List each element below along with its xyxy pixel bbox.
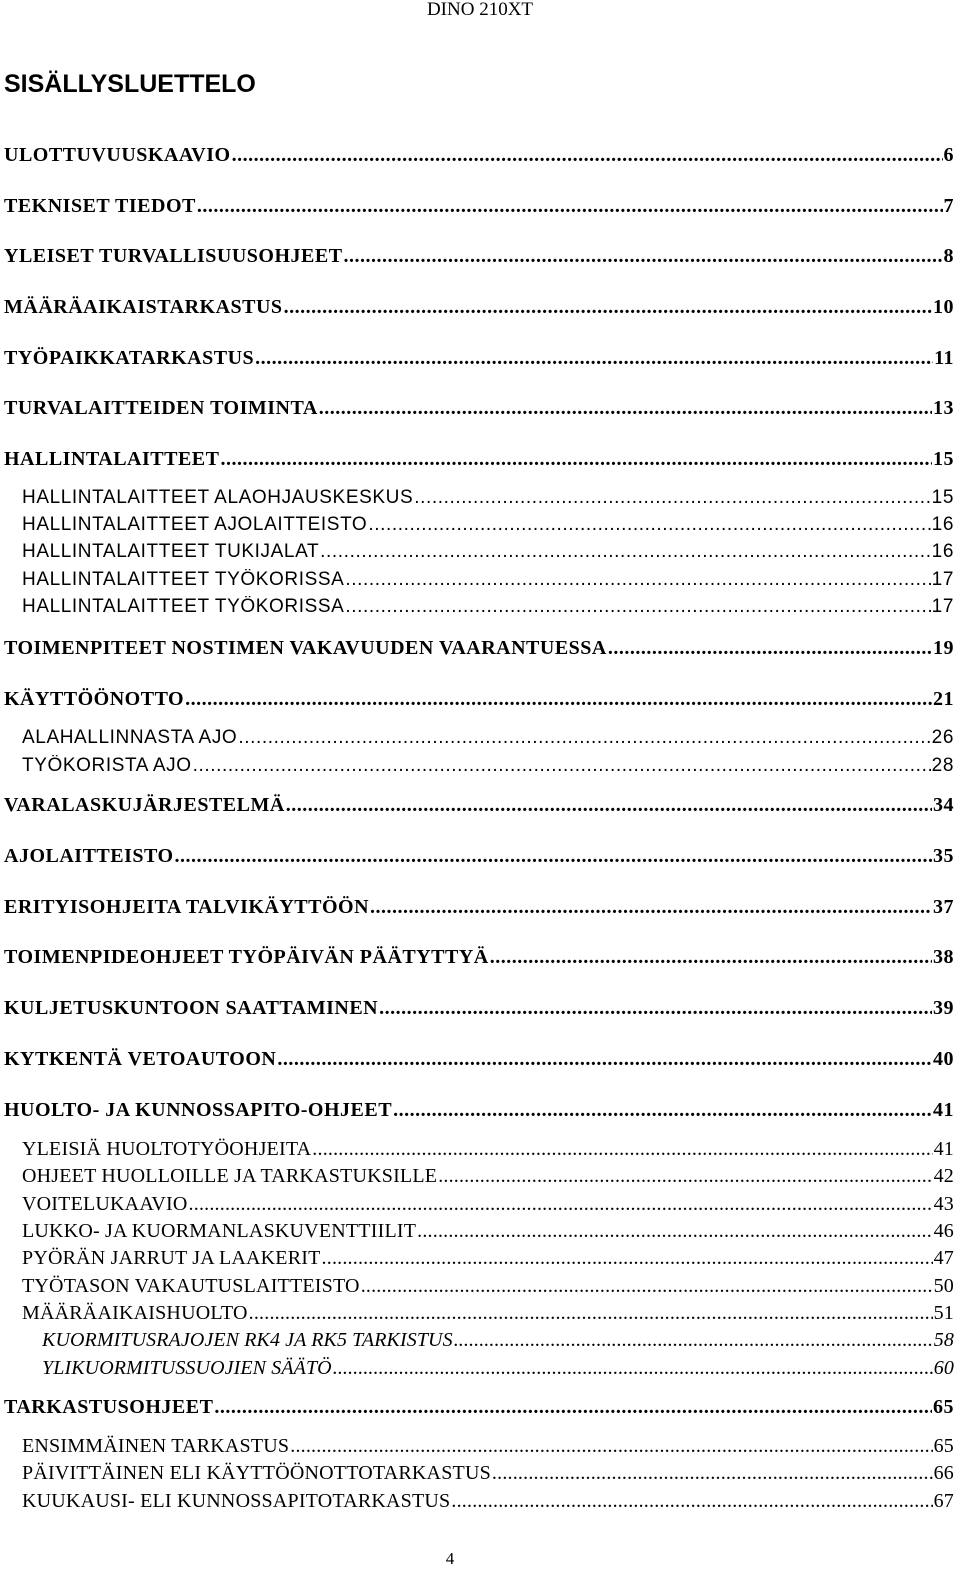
dot-leader <box>379 997 932 1019</box>
dot-leader <box>185 688 932 710</box>
toc-entry-page: 7 <box>943 195 954 217</box>
dot-leader <box>255 347 933 369</box>
dot-leader <box>333 1357 933 1379</box>
dot-leader <box>319 397 932 419</box>
toc-entry-page: 17 <box>931 569 954 590</box>
dot-leader <box>451 1490 932 1512</box>
dot-leader <box>344 245 943 267</box>
toc-entry-title: VARALASKUJÄRJESTELMÄ <box>4 794 285 816</box>
toc-subsubentry[interactable] <box>42 1357 954 1379</box>
toc-entry-title: HALLINTALAITTEET <box>4 448 220 470</box>
toc-subentry[interactable] <box>22 1435 954 1457</box>
toc-entry-page: 35 <box>933 845 954 867</box>
toc-entry-title: TARKASTUSOHJEET <box>4 1396 214 1418</box>
toc-subentry[interactable] <box>22 569 954 591</box>
dot-leader <box>345 569 930 591</box>
toc-entry[interactable] <box>4 448 954 470</box>
dot-leader <box>417 1220 932 1242</box>
toc-entry[interactable] <box>4 245 954 267</box>
toc-entry-title: HALLINTALAITTEET TUKIJALAT <box>22 541 320 562</box>
toc-entry-page: 34 <box>933 794 954 816</box>
toc-entry-page: 28 <box>931 755 954 776</box>
dot-leader <box>286 794 932 816</box>
dot-leader <box>175 845 932 867</box>
dot-leader <box>320 541 930 563</box>
dot-leader <box>361 1275 933 1297</box>
toc-entry-title: HALLINTALAITTEET TYÖKORISSA <box>22 596 345 617</box>
dot-leader <box>345 596 930 618</box>
toc-entry-title: YLEISET TURVALLISUUSOHJEET <box>4 245 343 267</box>
toc-entry-title: HALLINTALAITTEET ALAOHJAUSKESKUS <box>22 487 414 508</box>
toc-entry-page: 39 <box>933 997 954 1019</box>
toc-entry-page: 65 <box>933 1396 954 1418</box>
toc-subentry[interactable] <box>22 1490 954 1512</box>
toc-entry-title: TYÖPAIKKATARKASTUS <box>4 347 255 369</box>
dot-leader <box>454 1329 933 1351</box>
toc-entry-title: ALAHALLINNASTA AJO <box>22 727 238 748</box>
toc-entry-page: 16 <box>931 541 954 562</box>
dot-leader <box>249 1302 933 1324</box>
toc-entry-title: TOIMENPITEET NOSTIMEN VAKAVUUDEN VAARANTUESSA <box>4 637 607 659</box>
toc-entry-title: TYÖTASON VAKAUTUSLAITTEISTO <box>22 1275 360 1297</box>
toc-entry[interactable] <box>4 688 954 710</box>
toc-subentry[interactable] <box>22 596 954 618</box>
dot-leader <box>214 1396 932 1418</box>
dot-leader <box>438 1165 932 1187</box>
running-header: DINO 210XT <box>426 0 534 20</box>
toc-entry-title: TEKNISET TIEDOT <box>4 195 196 217</box>
toc-entry-title: ULOTTUVUUSKAAVIO <box>4 144 231 166</box>
toc-entry-page: 21 <box>933 688 954 710</box>
toc-subentry[interactable] <box>22 1220 954 1242</box>
toc-entry[interactable] <box>4 946 954 968</box>
toc-subentry[interactable] <box>22 514 954 536</box>
toc-entry-title: KÄYTTÖÖNOTTO <box>4 688 185 710</box>
dot-leader <box>492 1462 933 1484</box>
dot-leader <box>608 637 932 659</box>
toc-entry-page: 58 <box>933 1329 954 1351</box>
toc-entry[interactable] <box>4 144 954 166</box>
toc-entry[interactable] <box>4 1396 954 1418</box>
toc-entry-page: 19 <box>933 637 954 659</box>
toc-entry-page: 26 <box>931 727 954 748</box>
toc-entry[interactable] <box>4 794 954 816</box>
toc-entry-title: YLEISIÄ HUOLTOTYÖOHJEITA <box>22 1138 312 1160</box>
toc-entry-page: 46 <box>933 1220 954 1242</box>
toc-entry-title: PYÖRÄN JARRUT JA LAAKERIT <box>22 1247 321 1269</box>
dot-leader <box>393 1099 932 1121</box>
toc-entry-title: KUUKAUSI- ELI KUNNOSSAPITOTARKASTUS <box>22 1490 451 1512</box>
toc-subentry[interactable] <box>22 727 954 749</box>
toc-entry-title: LUKKO- JA KUORMANLASKUVENTTIILIT <box>22 1220 417 1242</box>
toc-subentry[interactable] <box>22 1138 954 1160</box>
toc-entry-title: YLIKUORMITUSSUOJIEN SÄÄTÖ <box>42 1357 332 1379</box>
dot-leader <box>284 296 932 318</box>
toc-entry[interactable] <box>4 296 954 318</box>
dot-leader <box>277 1048 932 1070</box>
toc-entry-page: 13 <box>933 397 954 419</box>
toc-entry-page: 47 <box>933 1247 954 1269</box>
toc-entry-page: 65 <box>933 1435 954 1457</box>
toc-entry-page: 51 <box>933 1302 954 1324</box>
toc-entry-title: HUOLTO- JA KUNNOSSAPITO-OHJEET <box>4 1099 393 1121</box>
toc-entry-title: MÄÄRÄAIKAISHUOLTO <box>22 1302 248 1324</box>
dot-leader <box>232 144 943 166</box>
toc-entry-page: 6 <box>943 144 954 166</box>
toc-entry-title: PÄIVITTÄINEN ELI KÄYTTÖÖNOTTOTARKASTUS <box>22 1462 491 1484</box>
toc-entry[interactable] <box>4 997 954 1019</box>
toc-entry-title: HALLINTALAITTEET TYÖKORISSA <box>22 569 345 590</box>
toc-entry-page: 16 <box>931 514 954 535</box>
toc-entry-page: 11 <box>934 347 954 369</box>
dot-leader <box>312 1138 932 1160</box>
toc-entry-title: KUORMITUSRAJOJEN RK4 JA RK5 TARKISTUS <box>42 1329 453 1351</box>
dot-leader <box>197 195 943 217</box>
toc-entry-title: AJOLAITTEISTO <box>4 845 174 867</box>
dot-leader <box>290 1435 932 1457</box>
toc-subentry[interactable] <box>22 1165 954 1187</box>
toc-entry-page: 60 <box>933 1357 954 1379</box>
toc-entry[interactable] <box>4 195 954 217</box>
toc-subsubentry[interactable] <box>42 1329 954 1351</box>
dot-leader <box>414 487 930 509</box>
dot-leader <box>189 1193 933 1215</box>
toc-entry-title: HALLINTALAITTEET AJOLAITTEISTO <box>22 514 368 535</box>
dot-leader <box>368 514 930 536</box>
toc-entry[interactable] <box>4 845 954 867</box>
toc-entry-page: 67 <box>933 1490 954 1512</box>
toc-subentry[interactable] <box>22 755 954 777</box>
dot-leader <box>193 755 931 777</box>
toc-entry-title: VOITELUKAAVIO <box>22 1193 188 1215</box>
toc-entry-page: 41 <box>933 1138 954 1160</box>
toc-entry-page: 17 <box>931 596 954 617</box>
toc-subentry[interactable] <box>22 1193 954 1215</box>
toc-title: SISÄLLYSLUETTELO <box>4 70 256 98</box>
toc-entry-page: 50 <box>933 1275 954 1297</box>
toc-entry-title: ENSIMMÄINEN TARKASTUS <box>22 1435 290 1457</box>
toc-entry[interactable] <box>4 637 954 659</box>
toc-entry-title: TYÖKORISTA AJO <box>22 755 192 776</box>
toc-entry[interactable] <box>4 397 954 419</box>
toc-entry-title: KULJETUSKUNTOON SAATTAMINEN <box>4 997 379 1019</box>
toc-entry-title: MÄÄRÄAIKAISTARKASTUS <box>4 296 283 318</box>
toc-entry-title: KYTKENTÄ VETOAUTOON <box>4 1048 277 1070</box>
dot-leader <box>490 946 932 968</box>
toc-entry[interactable] <box>4 347 954 369</box>
toc-entry-page: 41 <box>933 1099 954 1121</box>
dot-leader <box>322 1247 933 1269</box>
toc-entry-page: 10 <box>933 296 954 318</box>
toc-entry[interactable] <box>4 1099 954 1121</box>
toc-subentry[interactable] <box>22 1462 954 1484</box>
toc-entry-title: OHJEET HUOLLOILLE JA TARKASTUKSILLE <box>22 1165 438 1187</box>
toc-entry-title: ERITYISOHJEITA TALVIKÄYTTÖÖN <box>4 896 370 918</box>
dot-leader <box>370 896 932 918</box>
toc-entry-page: 8 <box>943 245 954 267</box>
toc-subentry[interactable] <box>22 487 954 509</box>
toc-subentry[interactable] <box>22 1275 954 1297</box>
toc-entry-page: 38 <box>933 946 954 968</box>
toc-entry-page: 42 <box>933 1165 954 1187</box>
toc-entry-page: 40 <box>933 1048 954 1070</box>
page-number: 4 <box>445 1549 455 1568</box>
toc-subentry[interactable] <box>22 1247 954 1269</box>
toc-subentry[interactable] <box>22 1302 954 1324</box>
toc-subentry[interactable] <box>22 541 954 563</box>
dot-leader <box>238 727 930 749</box>
toc-entry-page: 66 <box>933 1462 954 1484</box>
toc-entry-page: 15 <box>933 448 954 470</box>
toc-entry-page: 15 <box>931 487 954 508</box>
toc-entry-page: 43 <box>933 1193 954 1215</box>
toc-entry-page: 37 <box>933 896 954 918</box>
dot-leader <box>220 448 932 470</box>
toc-entry[interactable] <box>4 1048 954 1070</box>
toc-entry-title: TOIMENPIDEOHJEET TYÖPÄIVÄN PÄÄTYTTYÄ <box>4 946 489 968</box>
toc-entry-title: TURVALAITTEIDEN TOIMINTA <box>4 397 318 419</box>
toc-entry[interactable] <box>4 896 954 918</box>
